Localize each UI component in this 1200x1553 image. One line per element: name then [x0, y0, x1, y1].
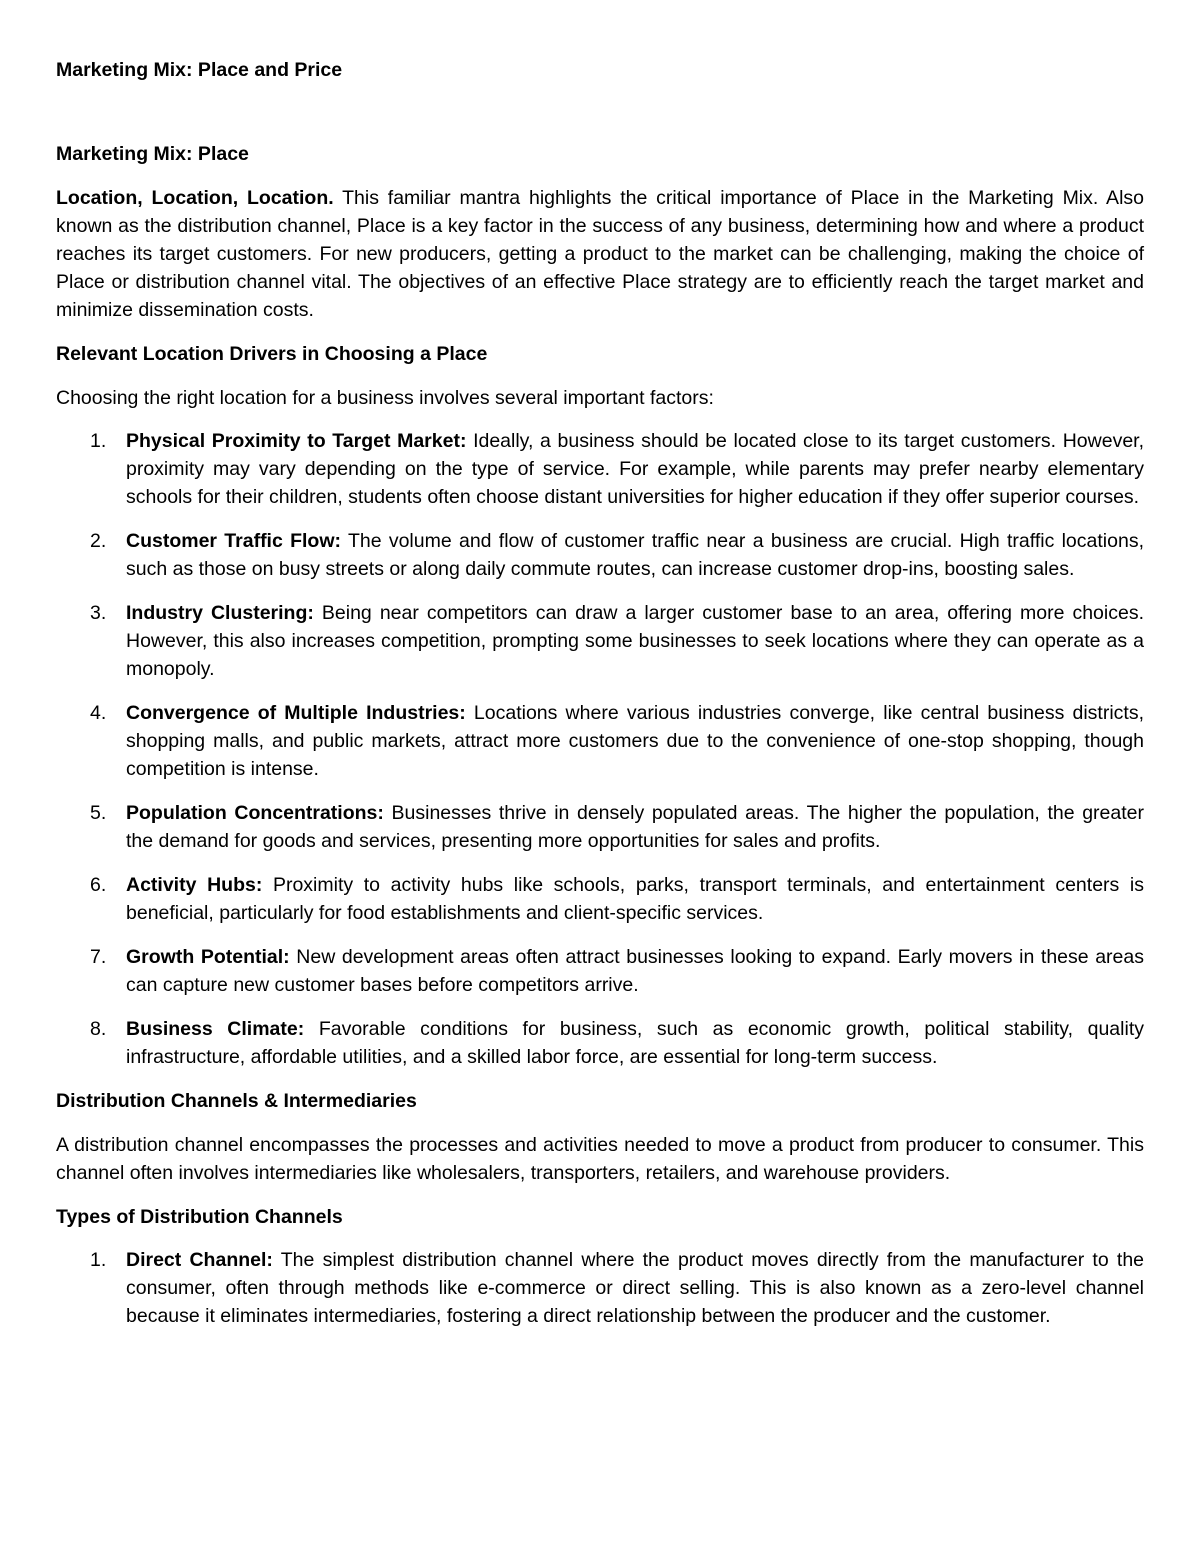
- list-item-term: Population Concentrations:: [126, 802, 384, 824]
- place-intro-lead: Location, Location, Location.: [56, 187, 334, 209]
- list-item: [56, 527, 1144, 583]
- list-item: [56, 1015, 1144, 1071]
- list-item-text: Locations where various industries converge, like central business districts, shopping malls, and public markets, attract more customers due to the convenience of one-stop shopping, though competition is intense.: [126, 702, 1144, 780]
- list-item-term: Industry Clustering:: [126, 602, 314, 624]
- list-number: 6.: [90, 874, 107, 896]
- distribution-paragraph: A distribution channel encompasses the processes and activities needed to move a product from producer to consumer. This channel often involves intermediaries like wholesalers, transporters, retailers, and warehouse providers.: [56, 1134, 1144, 1184]
- list-item-term: Growth Potential:: [126, 946, 290, 968]
- list-item-term: Physical Proximity to Target Market:: [126, 430, 467, 452]
- list-item-term: Convergence of Multiple Industries:: [126, 702, 466, 724]
- list-item: [56, 699, 1144, 783]
- document-title: Marketing Mix: Place and Price: [56, 59, 343, 81]
- drivers-intro: Choosing the right location for a business involves several important factors:: [56, 387, 714, 409]
- list-item-text: The simplest distribution channel where the product moves directly from the manufacturer to the consumer, often through methods like e-commerce or direct selling. This is also known as a zero-level channel because it eliminates intermediaries, fostering a direct relationship between the producer and the customer.: [126, 1249, 1145, 1327]
- list-item-text: New development areas often attract businesses looking to expand. Early movers in these areas can capture new customer bases before competitors arrive.: [126, 946, 1144, 996]
- list-number: 2.: [90, 530, 107, 552]
- list-number: 8.: [90, 1018, 107, 1040]
- list-number: 7.: [90, 946, 107, 968]
- list-item-text: The volume and flow of customer traffic near a business are crucial. High traffic locations, such as those on busy streets or along daily commute routes, can increase customer drop-ins, boosting sales.: [126, 530, 1144, 580]
- list-number: 3.: [90, 602, 107, 624]
- list-item-term: Business Climate:: [126, 1018, 305, 1040]
- list-item: [56, 799, 1144, 855]
- drivers-list: [56, 427, 1144, 1071]
- list-item-text: Businesses thrive in densely populated areas. The higher the population, the greater the demand for goods and services, presenting more opportunities for sales and profits.: [126, 802, 1144, 852]
- list-number: 5.: [90, 802, 107, 824]
- list-item: [56, 871, 1144, 927]
- place-intro-paragraph: [56, 184, 1144, 324]
- list-number: 4.: [90, 702, 107, 724]
- list-item-text: Ideally, a business should be located close to its target customers. However, proximity may vary depending on the type of service. For example, while parents may prefer nearby elementary schools for their children, students often choose distant universities for higher education if they offer superior courses.: [126, 430, 1144, 508]
- place-heading: Marketing Mix: Place: [56, 143, 249, 165]
- list-number: 1.: [90, 430, 107, 452]
- list-item: [56, 943, 1144, 999]
- place-intro-text: This familiar mantra highlights the critical importance of Place in the Marketing Mix. Also known as the distribution channel, Place is a key factor in the success of any business, determining how and where a product reaches its target customers. For new producers, getting a product to the market can be challenging, making the choice of Place or distribution channel vital. The objectives of an effective Place strategy are to efficiently reach the target market and minimize dissemination costs.: [56, 187, 1144, 321]
- list-number: 1.: [90, 1249, 107, 1271]
- distribution-heading: Distribution Channels & Intermediaries: [56, 1090, 417, 1112]
- list-item-text: Being near competitors can draw a larger customer base to an area, offering more choices. However, this also increases competition, prompting some businesses to seek locations where they can operate as a monopoly.: [126, 602, 1144, 680]
- list-item-text: Proximity to activity hubs like schools, parks, transport terminals, and entertainment centers is beneficial, particularly for food establishments and client-specific services.: [126, 874, 1145, 924]
- list-item-term: Activity Hubs:: [126, 874, 263, 896]
- list-item: [56, 427, 1144, 511]
- list-item-term: Direct Channel:: [126, 1249, 273, 1271]
- types-list: [56, 1246, 1144, 1330]
- list-item: [56, 599, 1144, 683]
- list-item-text: Favorable conditions for business, such as economic growth, political stability, quality infrastructure, affordable utilities, and a skilled labor force, are essential for long-term success.: [126, 1018, 1144, 1068]
- drivers-heading: Relevant Location Drivers in Choosing a Place: [56, 343, 488, 365]
- list-item-term: Customer Traffic Flow:: [126, 530, 342, 552]
- list-item: [56, 1246, 1144, 1330]
- types-heading: Types of Distribution Channels: [56, 1206, 343, 1228]
